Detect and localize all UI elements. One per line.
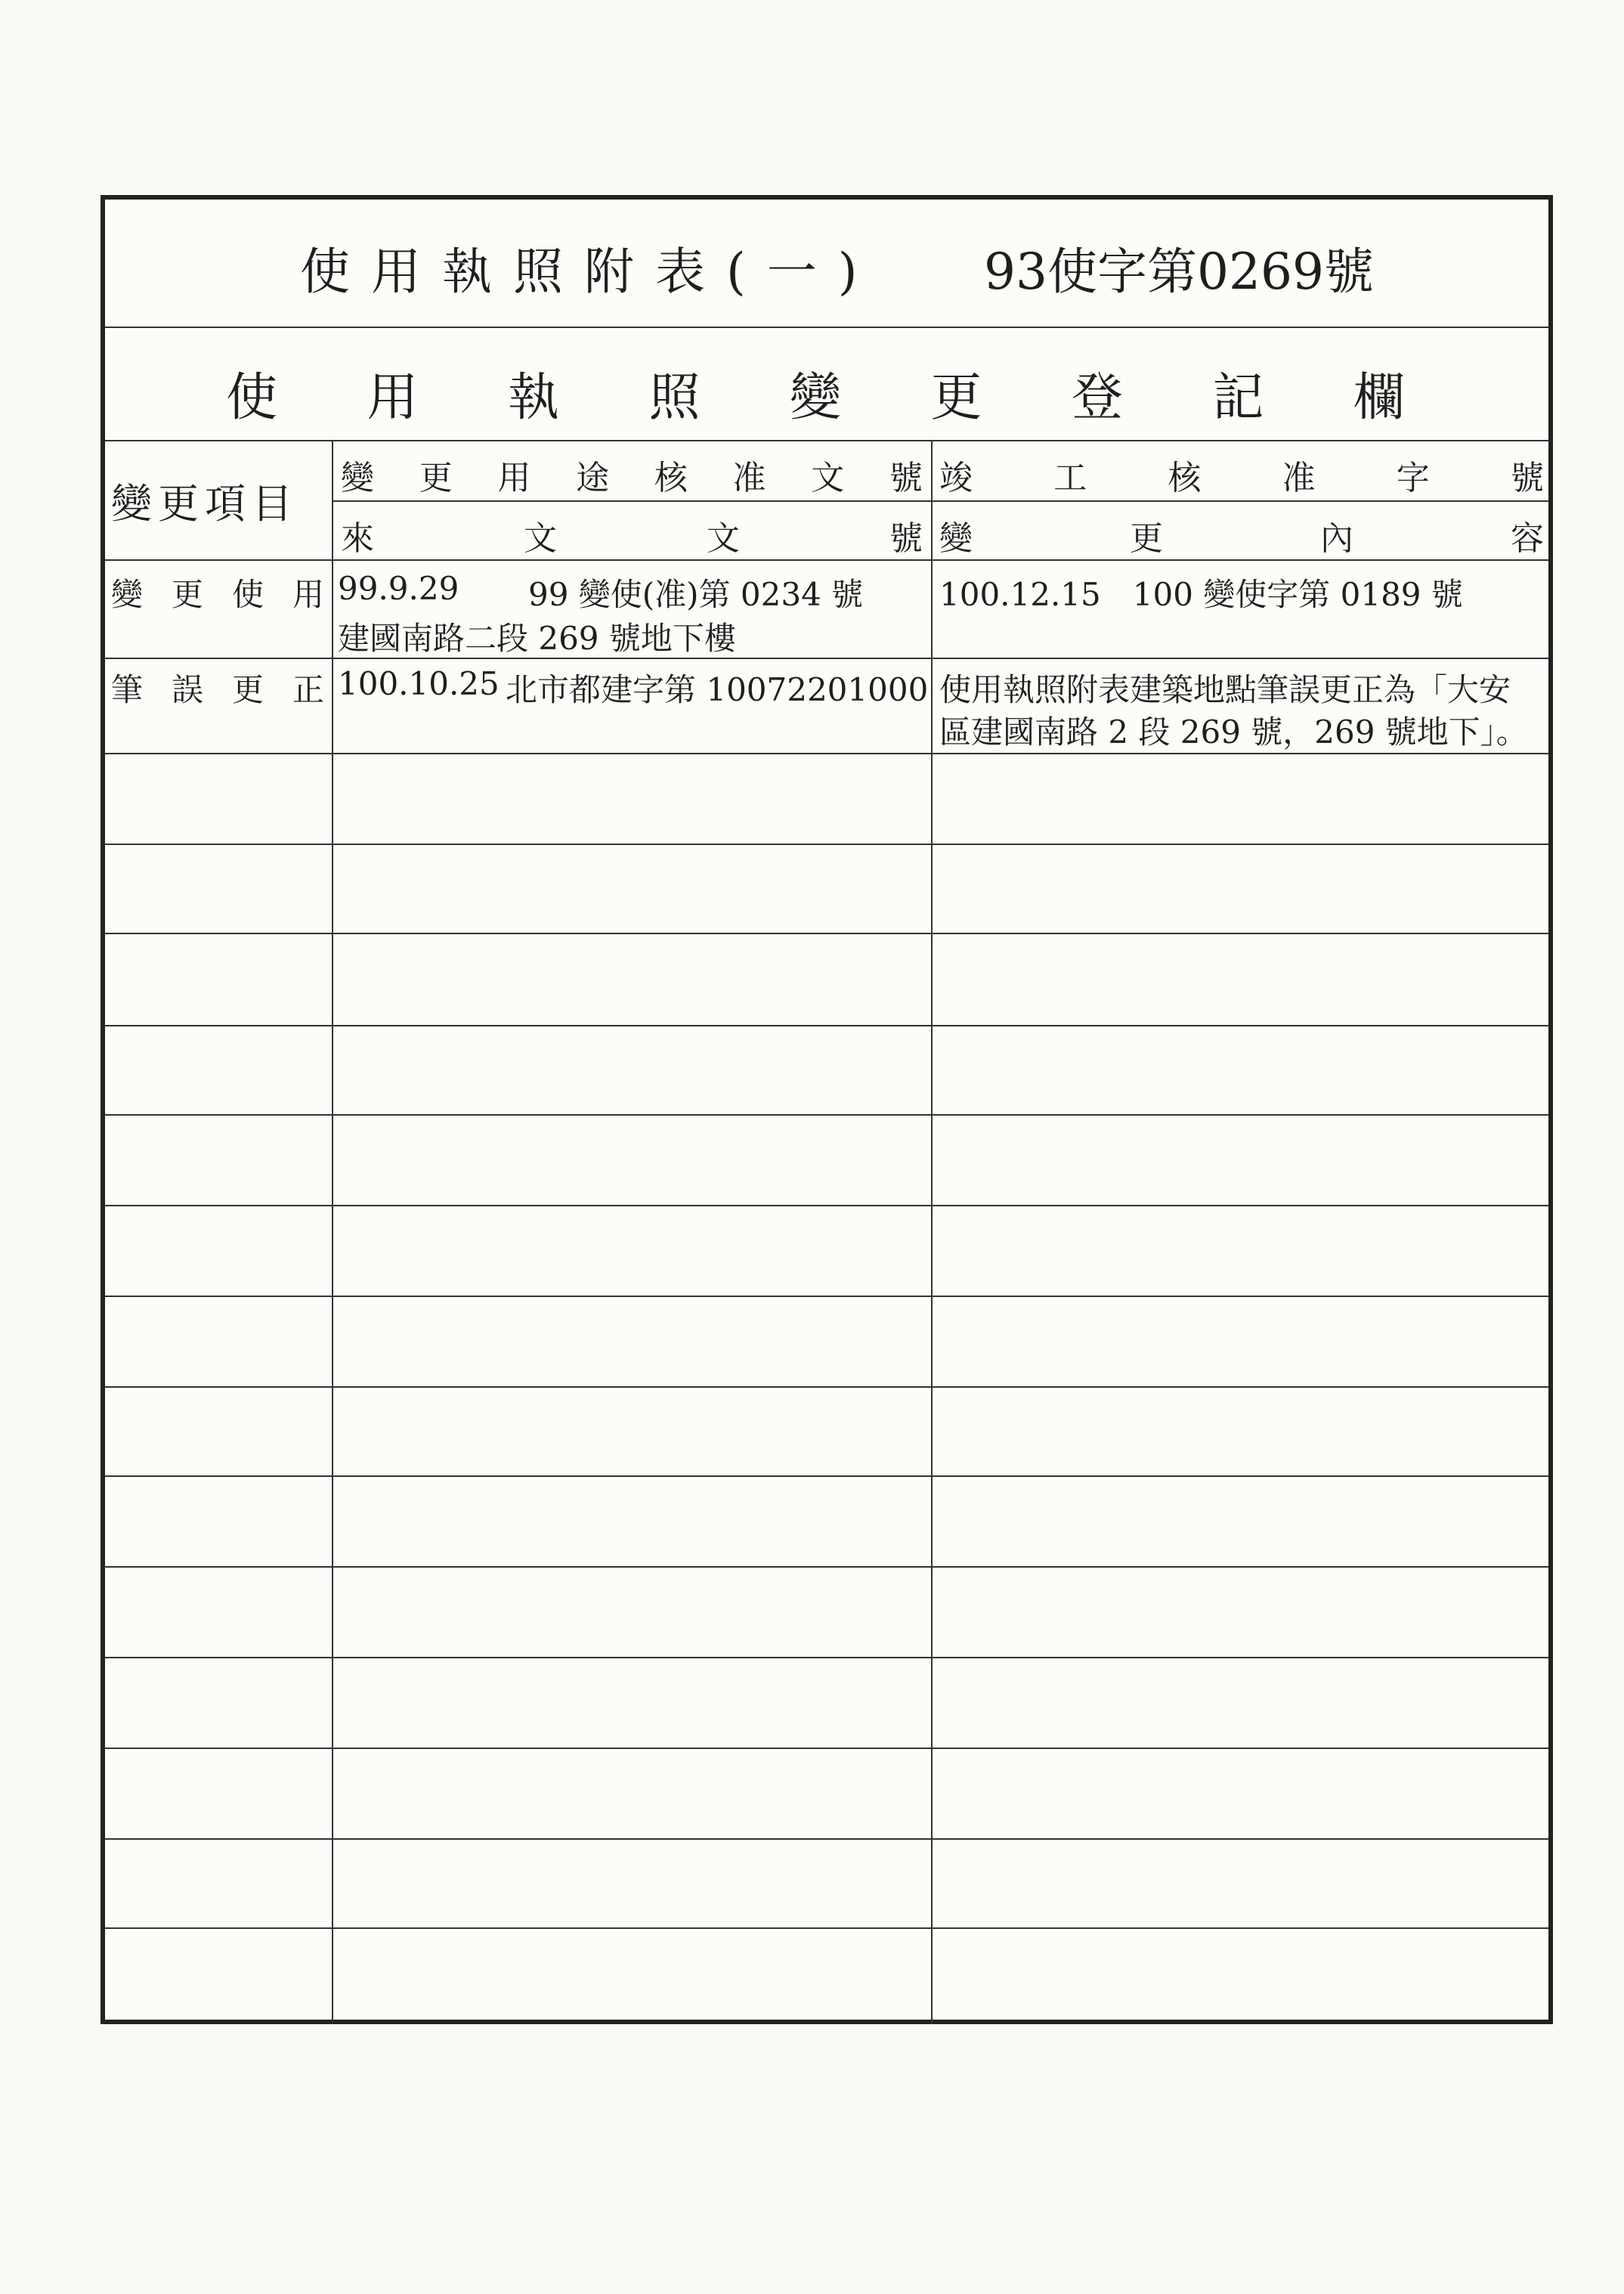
header-char: 工 — [1053, 459, 1087, 497]
row-item-label — [111, 570, 324, 615]
header-char: 變 — [939, 519, 973, 558]
row-doc-number: 北市都建字第 10072201000 — [506, 671, 929, 708]
header-char: 准 — [732, 459, 766, 497]
row-line — [105, 1927, 1548, 1929]
row-line — [105, 753, 1548, 754]
header-char: 准 — [1282, 459, 1316, 497]
header-completion-approval — [939, 450, 1544, 499]
license-number: 93使字第0269號 — [984, 243, 1374, 301]
row-line — [105, 1025, 1548, 1026]
header-approval-doc — [341, 450, 923, 499]
row-line — [105, 1657, 1548, 1658]
row-line — [105, 658, 1548, 659]
section-title — [226, 357, 1405, 430]
header-char: 號 — [1510, 459, 1544, 497]
column-divider — [332, 441, 333, 2024]
item-char: 使 — [231, 576, 264, 613]
item-char: 變 — [111, 576, 144, 613]
row-doc-address: 建國南路二段 269 號地下樓 — [338, 620, 736, 657]
header-divider — [332, 500, 1548, 502]
header-char: 容 — [1511, 519, 1544, 558]
column-divider — [931, 441, 933, 2024]
section-title-char: 照 — [648, 368, 701, 428]
row-doc-number: 99 變使(准)第 0234 號 — [528, 576, 864, 613]
header-char: 途 — [576, 459, 610, 497]
row-change-content-cont: 區建國南路 2 段 269 號，269 號地下」。 — [939, 714, 1528, 751]
item-char: 筆 — [111, 671, 144, 708]
row-line — [105, 1296, 1548, 1297]
row-change-content: 100.12.15 100 變使字第 0189 號 — [939, 576, 1463, 613]
header-char: 核 — [654, 459, 688, 497]
item-char: 誤 — [171, 671, 203, 708]
subtitle-row — [105, 328, 1548, 441]
change-record-form — [101, 195, 1553, 2024]
row-line — [105, 1838, 1548, 1840]
item-char: 正 — [292, 671, 324, 708]
title-row — [105, 200, 1548, 328]
section-title-char: 登 — [1071, 368, 1123, 428]
section-title-char: 記 — [1212, 368, 1264, 428]
section-title-char: 欄 — [1353, 368, 1405, 428]
header-char: 更 — [419, 459, 453, 497]
row-line — [105, 1205, 1548, 1206]
header-change-item: 變更項目 — [111, 480, 299, 528]
header-char: 文 — [524, 519, 557, 558]
row-line — [105, 1114, 1548, 1116]
row-doc-date: 99.9.29 — [338, 570, 459, 607]
row-line — [105, 1475, 1548, 1477]
header-char: 用 — [497, 459, 531, 497]
header-char: 文 — [707, 519, 740, 558]
section-title-char: 更 — [930, 368, 982, 428]
header-incoming-doc — [341, 511, 923, 559]
row-line — [105, 1748, 1548, 1749]
row-line — [105, 559, 1548, 561]
row-line — [105, 1566, 1548, 1568]
header-char: 更 — [1130, 519, 1163, 558]
item-char: 用 — [292, 576, 324, 613]
section-title-char: 變 — [789, 368, 841, 428]
row-line — [105, 933, 1548, 934]
row-change-content: 使用執照附表建築地點筆誤更正為「大安 — [939, 671, 1511, 708]
row-line — [105, 844, 1548, 845]
row-item-label — [111, 665, 324, 710]
header-char: 來 — [341, 519, 374, 558]
header-char: 變 — [341, 459, 374, 497]
section-title-char: 用 — [367, 368, 419, 428]
header-char: 號 — [889, 519, 923, 558]
header-char: 竣 — [939, 459, 973, 497]
header-char: 文 — [811, 459, 845, 497]
form-title: 使用執照附表(一) — [300, 243, 879, 301]
section-title-char: 執 — [507, 368, 559, 428]
section-title-char: 使 — [226, 368, 278, 428]
row-line — [105, 1386, 1548, 1388]
header-char: 號 — [889, 459, 923, 497]
row-doc-date: 100.10.25 — [338, 665, 500, 702]
header-char: 內 — [1320, 519, 1353, 558]
header-change-content — [939, 511, 1544, 559]
header-char: 字 — [1396, 459, 1430, 497]
item-char: 更 — [171, 576, 203, 613]
header-char: 核 — [1168, 459, 1202, 497]
item-char: 更 — [231, 671, 264, 708]
record-table — [105, 441, 1548, 2024]
